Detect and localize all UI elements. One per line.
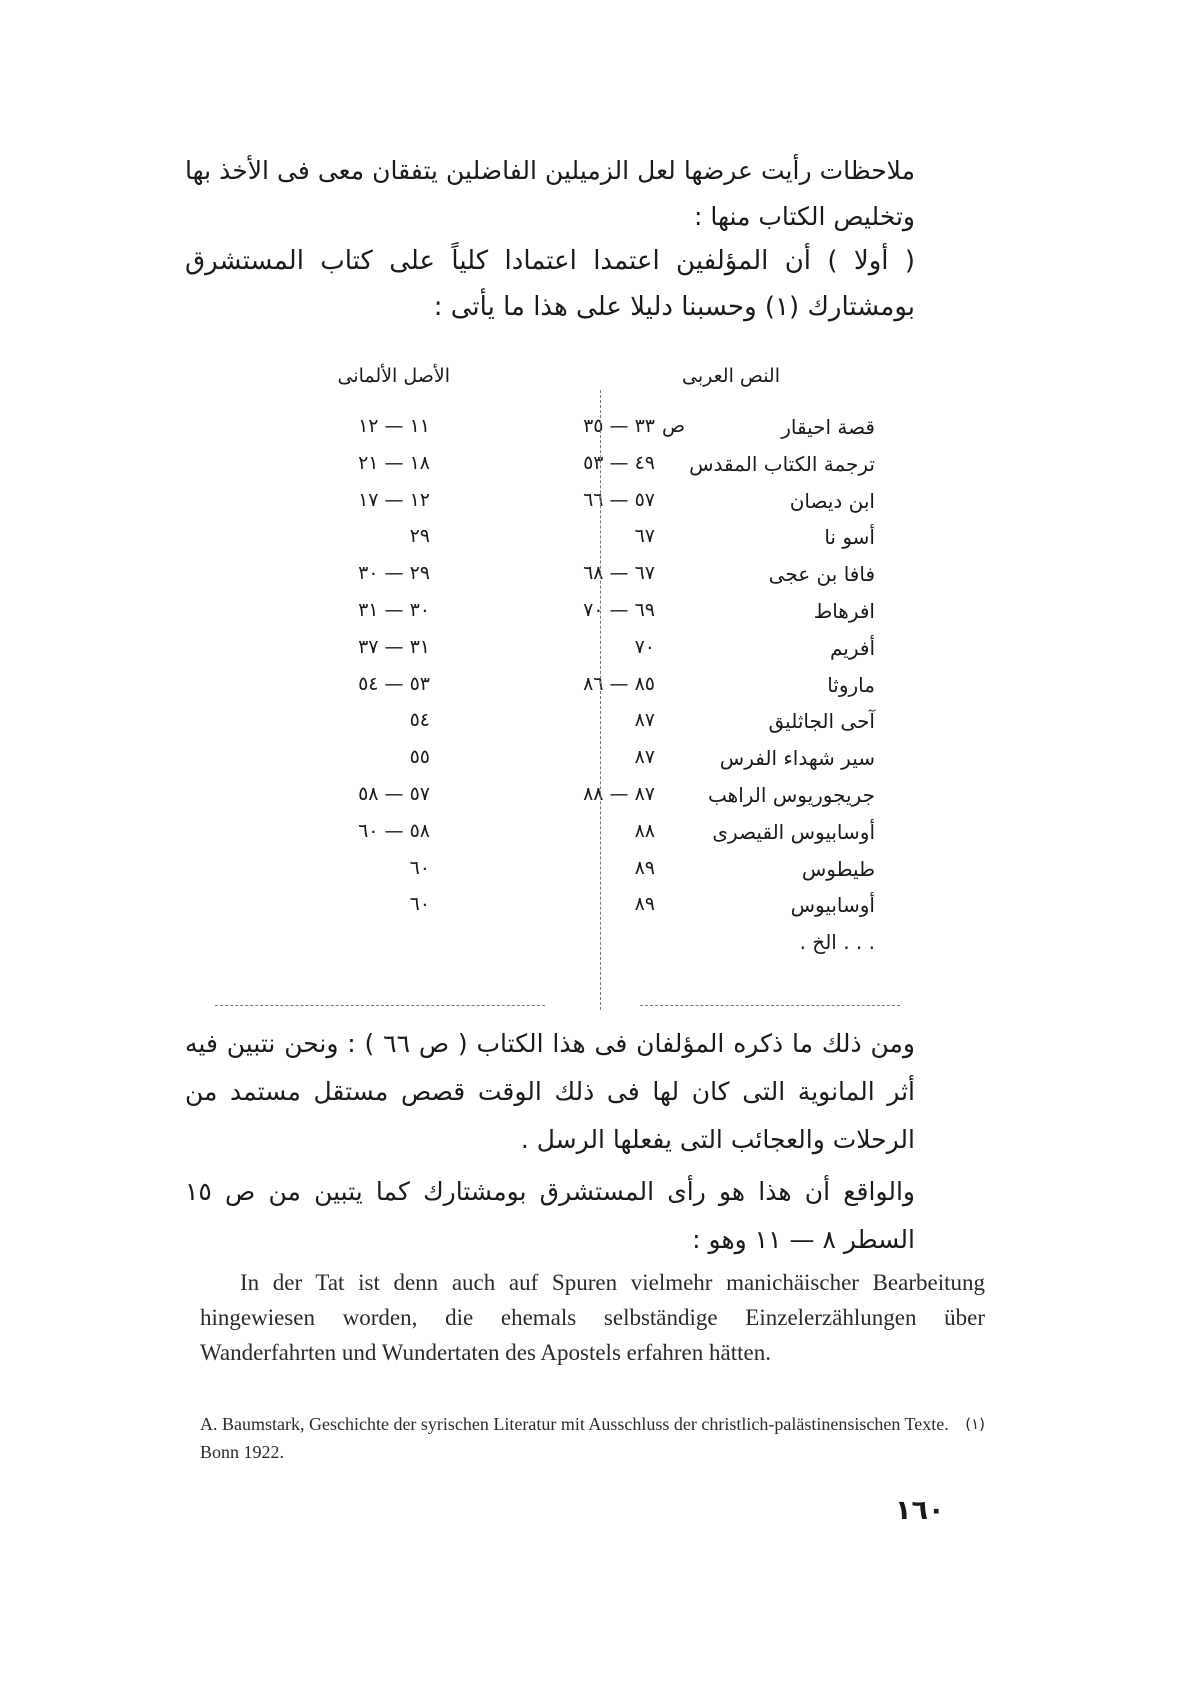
arabic-page-ref: ٦٧	[634, 525, 655, 548]
comparison-table	[300, 365, 875, 1005]
paragraph-manichaean: ومن ذلك ما ذكره المؤلفان فى هذا الكتاب ( ص ٦٦ ) : ونحن نتبين فيه أثر المانوية التى كان لها فى ذلك الوقت قصص مستقل مستمد من الرحلات والعجائب التى يفعلها الرسل .	[185, 1029, 915, 1154]
table-row	[300, 489, 875, 525]
german-page-ref: ٥٥	[409, 746, 430, 769]
german-page-ref: ٥٤	[409, 709, 430, 732]
column-header-arabic-text: النص العربى	[682, 365, 780, 387]
row-title: ابن ديصان	[789, 488, 875, 513]
table-row	[300, 452, 875, 488]
arabic-page-ref: ٨٧ — ٨٨	[583, 783, 655, 805]
table-row	[300, 783, 875, 819]
table-row	[300, 709, 875, 745]
table-bottom-rule-right	[640, 1005, 900, 1006]
arabic-page-ref: ٨٨	[634, 819, 655, 842]
table-row	[300, 820, 875, 856]
german-page-ref: ١٨ — ٢١	[358, 451, 430, 474]
table-row	[300, 636, 875, 672]
page-prefix: ص	[662, 415, 685, 437]
table-row	[300, 525, 875, 561]
column-divider	[600, 390, 601, 1010]
table-bottom-rule	[215, 1005, 545, 1006]
german-page-ref: ٥٨ — ٦٠	[358, 819, 430, 842]
row-title: . . . الخ .	[799, 930, 875, 955]
intro-line-2: وتخليص الكتاب منها :	[693, 202, 915, 231]
page-number: ١٦٠	[895, 1495, 945, 1526]
row-title: سير شهداء الفرس	[719, 746, 875, 771]
footnote	[200, 1410, 985, 1466]
arabic-page-ref: ٨٩	[634, 856, 655, 879]
table-row	[300, 415, 875, 451]
row-title: أوسابيوس القيصرى	[712, 819, 875, 844]
table-row	[300, 930, 875, 966]
row-title: أوسابيوس	[790, 893, 875, 918]
first-point-paragraph	[185, 238, 915, 330]
arabic-page-ref: ٨٧	[634, 746, 655, 769]
german-page-ref: ٢٩	[409, 525, 430, 548]
row-title: ترجمة الكتاب المقدس	[689, 451, 875, 476]
row-title: جريجوريوس الراهب	[708, 783, 875, 807]
table-row	[300, 857, 875, 893]
arabic-page-ref: ٣٣ — ٣٥	[583, 415, 655, 437]
arabic-page-ref: ٦٧ — ٦٨	[583, 562, 655, 585]
german-page-ref: ٦٠	[409, 893, 430, 916]
row-title: أفريم	[829, 635, 875, 660]
row-title: ماروثا	[827, 672, 875, 697]
german-page-ref: ٣٠ — ٣١	[358, 599, 430, 621]
intro-line-1: ملاحظات رأيت عرضها لعل الزميلين الفاضلين يتفقان معى فى الأخذ بها	[185, 156, 915, 185]
row-title: آحى الجاثليق	[768, 709, 875, 734]
table-row	[300, 893, 875, 929]
intro-paragraph	[185, 148, 915, 240]
table-row	[300, 562, 875, 598]
table-row	[300, 746, 875, 782]
table-row	[300, 673, 875, 709]
german-page-ref: ٢٩ — ٣٠	[358, 562, 430, 585]
arabic-page-ref: ٨٥ — ٨٦	[583, 672, 655, 695]
arabic-page-ref: ٥٧ — ٦٦	[583, 488, 655, 511]
row-title: فافا بن عجى	[768, 562, 875, 587]
german-page-ref: ٦٠	[409, 856, 430, 879]
german-page-ref: ١٢ — ١٧	[358, 488, 430, 511]
column-header-german-original: الأصل الألمانى	[337, 365, 450, 387]
footnote-text: A. Baumstark, Geschichte der syrischen Literatur mit Ausschluss der christlich-palästinensischen Texte. Bonn 1922.	[200, 1414, 949, 1462]
arabic-page-ref: ٨٩	[634, 893, 655, 916]
row-title: قصة احيقار	[781, 415, 875, 439]
arabic-page-ref: ٤٩ — ٥٣	[583, 451, 655, 474]
german-page-ref: ٣١ — ٣٧	[358, 635, 430, 658]
table-row	[300, 599, 875, 635]
arabic-page-ref: ٨٧	[634, 709, 655, 732]
german-page-ref: ٥٧ — ٥٨	[358, 783, 430, 805]
row-title: افرهاط	[813, 599, 875, 623]
row-title: أسو نا	[824, 525, 875, 550]
german-page-ref: ١١ — ١٢	[358, 415, 430, 437]
row-title: طيطوس	[801, 856, 875, 881]
paragraph-baumstark-view: والواقع أن هذا هو رأى المستشرق بومشتارك كما يتبين من ص ١٥ السطر ٨ — ١١ وهو :	[185, 1177, 915, 1254]
first-point-line-1: ( أولا ) أن المؤلفين اعتمدا اعتمادا كلياً على كتاب المستشرق	[185, 246, 915, 276]
arabic-page-ref: ٧٠	[634, 635, 655, 658]
first-point-line-2: بومشتارك (١) وحسبنا دليلا على هذا ما يأتى :	[433, 292, 915, 322]
arabic-page-ref: ٦٩ — ٧٠	[583, 599, 655, 621]
german-quotation: In der Tat ist denn auch auf Spuren vielmehr manichäischer Bearbeitung hingewiesen worden, die ehemals selbständige Einzelerzählungen über Wanderfahrten und Wundertaten des Apostels erfahren hätten.	[200, 1270, 985, 1365]
footnote-marker: (١)	[965, 1415, 985, 1433]
german-page-ref: ٥٣ — ٥٤	[358, 672, 430, 695]
